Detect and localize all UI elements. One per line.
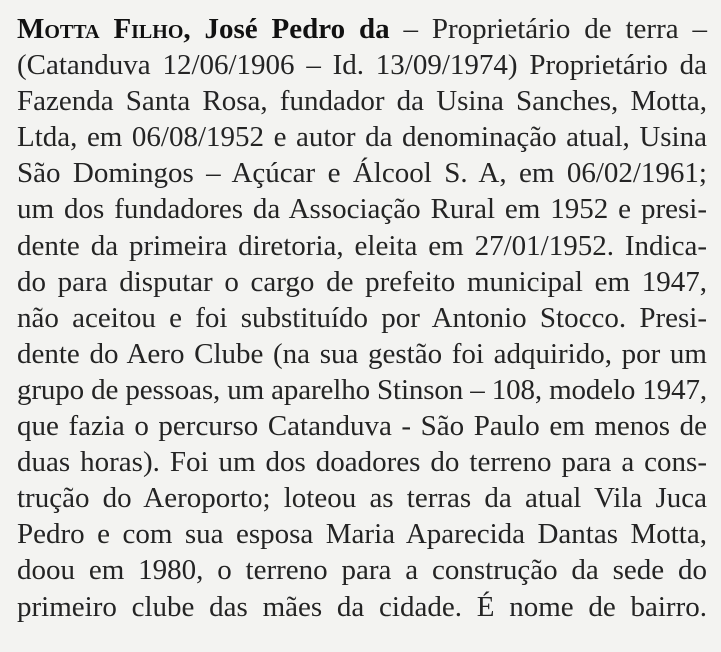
entry-line-11: grupo de pessoas, um aparelho Stinson – 108, modelo 1947,	[17, 373, 707, 406]
entry-occupation: – Proprietário de terra –	[389, 13, 707, 45]
entry-line-8: do para disputar o cargo de prefeito municipal em 1947,	[17, 265, 707, 298]
entry-line-14: trução do Aeroporto; loteou as terras da atual Vila Juca	[17, 482, 707, 515]
entry-line-7: dente da primeira diretoria, eleita em 27/01/1952. Indica-	[17, 229, 707, 262]
entry-line-3: Fazenda Santa Rosa, fundador da Usina Sanches, Motta,	[17, 85, 707, 118]
entry-line-15: Pedro e com sua esposa Maria Aparecida Dantas Motta,	[17, 518, 707, 551]
entry-line-5: São Domingos – Açúcar e Álcool S. A, em 06/02/1961;	[17, 157, 707, 190]
entry-line-2: (Catanduva 12/06/1906 – Id. 13/09/1974) Proprietário da	[17, 49, 707, 82]
entry-line-10: dente do Aero Clube (na sua gestão foi adquirido, por um	[17, 337, 707, 370]
entry-line-12: que fazia o percurso Catanduva - São Paulo em menos de	[17, 410, 707, 443]
entry-line-6: um dos fundadores da Associação Rural em 1952 e presi-	[17, 193, 707, 226]
headword-given-names: José Pedro da	[204, 13, 390, 45]
entry-line-9: não aceitou e foi substituído por Antonio Stocco. Presi-	[17, 301, 707, 334]
entry-line-13: duas horas). Foi um dos doadores do terreno para a cons-	[17, 446, 707, 479]
entry-line-17: primeiro clube das mães da cidade. É nome de bairro.	[17, 590, 707, 623]
entry-line-4: Ltda, em 06/08/1952 e autor da denominação atual, Usina	[17, 121, 707, 154]
headword-surname: Motta Filho,	[17, 13, 191, 45]
entry-line-1	[17, 11, 707, 47]
biographical-entry	[17, 11, 707, 625]
entry-line-16: doou em 1980, o terreno para a construção da sede do	[17, 554, 707, 587]
